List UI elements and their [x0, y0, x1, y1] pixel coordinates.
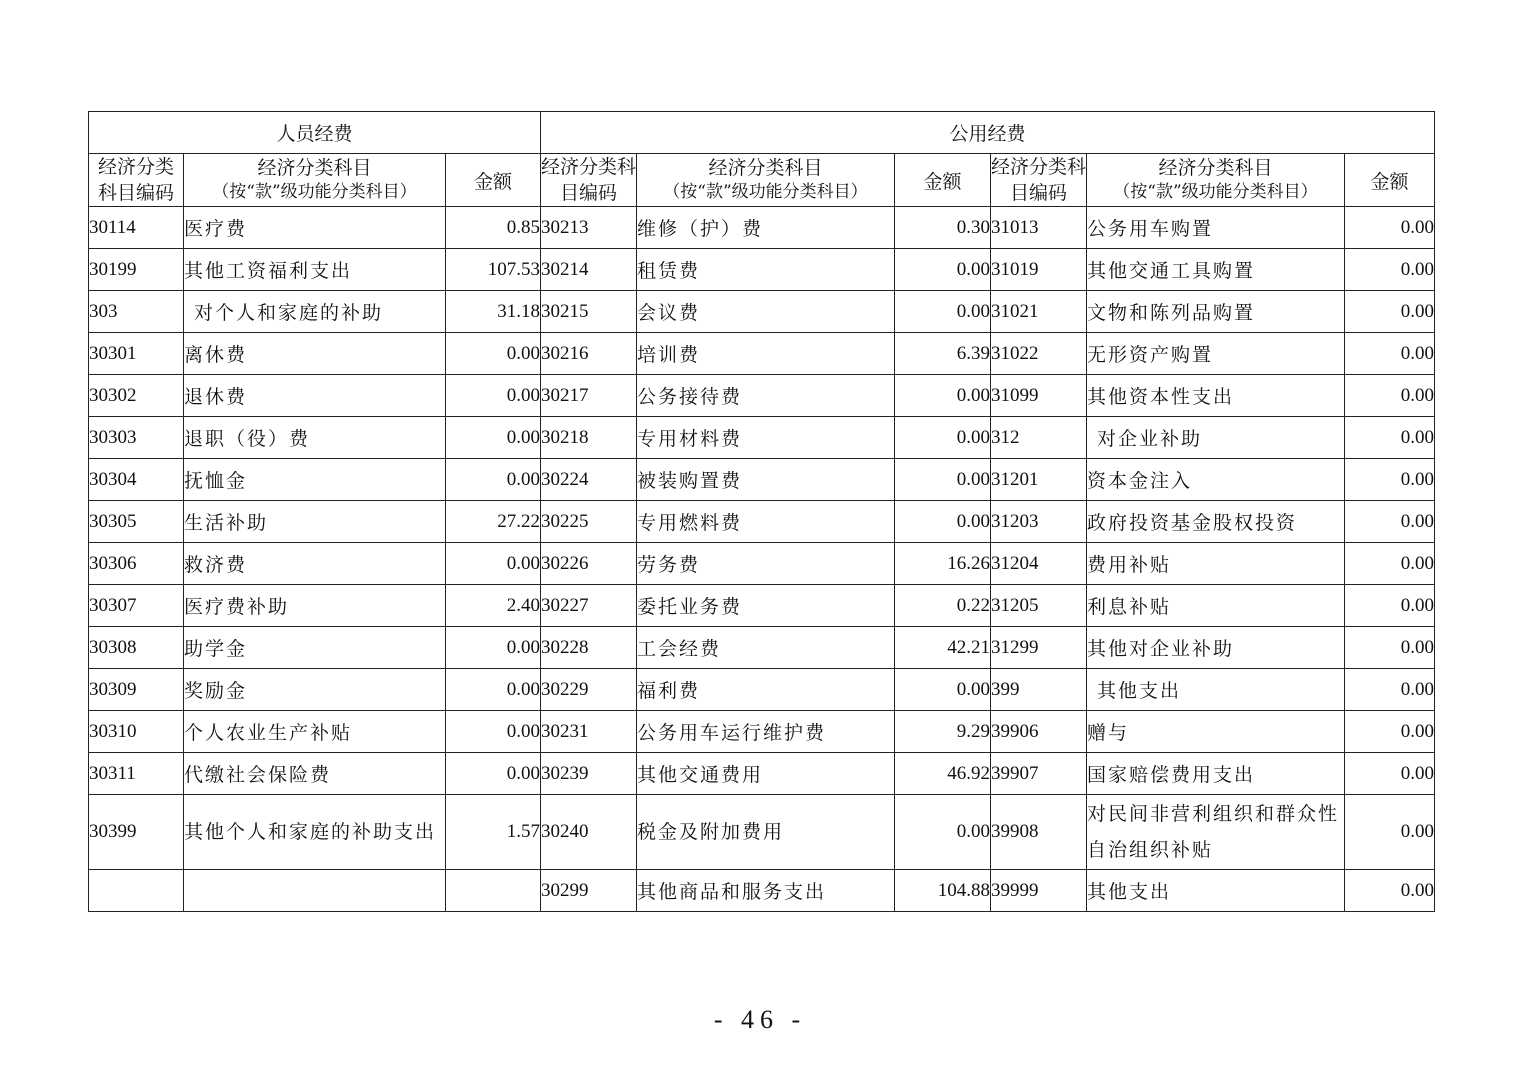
cell-code: 30310 [89, 711, 184, 753]
cell-name: 对企业补助 [1087, 417, 1345, 459]
cell-name: 劳务费 [637, 543, 895, 585]
cell-name: 会议费 [637, 291, 895, 333]
cell-amount: 0.00 [446, 627, 541, 669]
cell-name: 其他支出 [1087, 870, 1345, 912]
cell-amount: 0.00 [446, 333, 541, 375]
cell-name: 其他商品和服务支出 [637, 870, 895, 912]
cell-name: 助学金 [184, 627, 446, 669]
header-amount: 金额 [1345, 154, 1435, 207]
cell-name: 租赁费 [637, 249, 895, 291]
cell-name: 无形资产购置 [1087, 333, 1345, 375]
cell-code: 30240 [541, 795, 637, 870]
cell-code: 30227 [541, 585, 637, 627]
cell-name: 被装购置费 [637, 459, 895, 501]
cell-name: 公务用车运行维护费 [637, 711, 895, 753]
cell-amount: 0.00 [1345, 711, 1435, 753]
cell-code: 30308 [89, 627, 184, 669]
cell-code: 30228 [541, 627, 637, 669]
cell-code: 39906 [991, 711, 1087, 753]
cell-amount: 0.00 [1345, 291, 1435, 333]
cell-amount: 0.85 [446, 207, 541, 249]
cell-amount: 0.00 [895, 501, 991, 543]
cell-amount: 0.00 [895, 669, 991, 711]
cell-code: 30214 [541, 249, 637, 291]
cell-code: 30307 [89, 585, 184, 627]
cell-amount: 0.00 [895, 291, 991, 333]
cell-amount: 104.88 [895, 870, 991, 912]
cell-code: 31204 [991, 543, 1087, 585]
table-row [89, 207, 1435, 249]
cell-code: 30306 [89, 543, 184, 585]
cell-code: 30229 [541, 669, 637, 711]
cell-code: 30309 [89, 669, 184, 711]
cell-code: 30215 [541, 291, 637, 333]
header-code: 经济分类科目编码 [89, 154, 184, 207]
table-row [89, 753, 1435, 795]
cell-amount: 9.29 [895, 711, 991, 753]
cell-name: 其他对企业补助 [1087, 627, 1345, 669]
cell-name: 代缴社会保险费 [184, 753, 446, 795]
table-row [89, 627, 1435, 669]
table-row [89, 585, 1435, 627]
cell-amount: 42.21 [895, 627, 991, 669]
cell-name: 抚恤金 [184, 459, 446, 501]
cell-name: 政府投资基金股权投资 [1087, 501, 1345, 543]
header-name-sub: （按“款”级功能分类科目） [212, 182, 417, 202]
cell-name: 文物和陈列品购置 [1087, 291, 1345, 333]
cell-name: 利息补贴 [1087, 585, 1345, 627]
cell-amount: 2.40 [446, 585, 541, 627]
cell-amount: 0.00 [1345, 870, 1435, 912]
cell-amount: 0.00 [1345, 795, 1435, 870]
cell-name: 医疗费 [184, 207, 446, 249]
header-code: 经济分类科目编码 [991, 154, 1087, 207]
cell-code: 39908 [991, 795, 1087, 870]
cell-name: 其他交通费用 [637, 753, 895, 795]
cell-amount: 0.00 [1345, 459, 1435, 501]
cell-amount: 0.00 [1345, 543, 1435, 585]
table-row [89, 501, 1435, 543]
cell-amount: 0.00 [1345, 669, 1435, 711]
cell-name: 税金及附加费用 [637, 795, 895, 870]
cell-amount: 0.00 [1345, 333, 1435, 375]
header-name-main: 经济分类科目 [708, 157, 823, 179]
header-code: 经济分类科目编码 [541, 154, 637, 207]
cell-name: 国家赔偿费用支出 [1087, 753, 1345, 795]
cell-name: 福利费 [637, 669, 895, 711]
cell-name: 离休费 [184, 333, 446, 375]
cell-amount: 6.39 [895, 333, 991, 375]
cell-code: 30239 [541, 753, 637, 795]
header-name-main: 经济分类科目 [1158, 157, 1273, 179]
header-name-sub: （按“款”级功能分类科目） [1113, 182, 1318, 202]
cell-name: 退职（役）费 [184, 417, 446, 459]
cell-code [89, 870, 184, 912]
cell-name: 培训费 [637, 333, 895, 375]
cell-name: 公务用车购置 [1087, 207, 1345, 249]
cell-name [184, 870, 446, 912]
cell-name: 赠与 [1087, 711, 1345, 753]
table-row [89, 711, 1435, 753]
cell-code: 31205 [991, 585, 1087, 627]
cell-amount: 0.00 [895, 795, 991, 870]
cell-code: 30218 [541, 417, 637, 459]
cell-name: 对个人和家庭的补助 [184, 291, 446, 333]
cell-code: 30225 [541, 501, 637, 543]
cell-code: 31022 [991, 333, 1087, 375]
cell-name: 维修（护）费 [637, 207, 895, 249]
budget-sheet [88, 111, 1434, 912]
cell-name: 专用材料费 [637, 417, 895, 459]
table-row [89, 669, 1435, 711]
cell-code: 399 [991, 669, 1087, 711]
cell-amount: 0.00 [1345, 375, 1435, 417]
table-row [89, 249, 1435, 291]
cell-amount: 1.57 [446, 795, 541, 870]
cell-amount: 0.00 [1345, 585, 1435, 627]
section-public: 公用经费 [541, 112, 1435, 154]
cell-amount: 0.00 [895, 459, 991, 501]
cell-amount: 27.22 [446, 501, 541, 543]
cell-code: 31013 [991, 207, 1087, 249]
cell-code: 30399 [89, 795, 184, 870]
cell-name: 对民间非营利组织和群众性自治组织补贴 [1087, 795, 1345, 870]
cell-code: 39999 [991, 870, 1087, 912]
cell-name: 工会经费 [637, 627, 895, 669]
cell-amount: 46.92 [895, 753, 991, 795]
cell-amount: 0.00 [1345, 627, 1435, 669]
cell-code: 30305 [89, 501, 184, 543]
cell-name: 其他工资福利支出 [184, 249, 446, 291]
cell-code: 31099 [991, 375, 1087, 417]
cell-amount: 0.00 [895, 375, 991, 417]
cell-code: 30213 [541, 207, 637, 249]
cell-name: 专用燃料费 [637, 501, 895, 543]
cell-code: 312 [991, 417, 1087, 459]
cell-amount: 0.00 [446, 753, 541, 795]
cell-name: 其他支出 [1087, 669, 1345, 711]
cell-code: 30199 [89, 249, 184, 291]
header-name [1087, 154, 1345, 207]
cell-amount: 0.00 [1345, 501, 1435, 543]
header-name-main: 经济分类科目 [257, 157, 372, 179]
page-number: - 46 - [713, 1005, 807, 1034]
cell-amount: 0.00 [1345, 249, 1435, 291]
cell-code: 31201 [991, 459, 1087, 501]
cell-amount: 0.00 [1345, 753, 1435, 795]
cell-code: 30302 [89, 375, 184, 417]
cell-amount: 0.00 [446, 417, 541, 459]
budget-table [88, 111, 1435, 912]
table-row [89, 870, 1435, 912]
cell-code: 30303 [89, 417, 184, 459]
cell-code: 30231 [541, 711, 637, 753]
header-name [637, 154, 895, 207]
cell-amount: 31.18 [446, 291, 541, 333]
cell-amount: 0.00 [1345, 417, 1435, 459]
cell-amount: 0.00 [446, 543, 541, 585]
cell-code: 30217 [541, 375, 637, 417]
table-row [89, 333, 1435, 375]
cell-amount: 0.00 [446, 375, 541, 417]
section-personnel: 人员经费 [89, 112, 541, 154]
cell-amount: 0.00 [446, 459, 541, 501]
header-amount: 金额 [446, 154, 541, 207]
table-row [89, 375, 1435, 417]
cell-code: 30301 [89, 333, 184, 375]
cell-name: 其他交通工具购置 [1087, 249, 1345, 291]
cell-code: 30216 [541, 333, 637, 375]
cell-name: 医疗费补助 [184, 585, 446, 627]
cell-name: 公务接待费 [637, 375, 895, 417]
cell-code: 31299 [991, 627, 1087, 669]
cell-name: 奖励金 [184, 669, 446, 711]
table-row [89, 459, 1435, 501]
cell-name: 生活补助 [184, 501, 446, 543]
cell-code: 31203 [991, 501, 1087, 543]
table-row [89, 417, 1435, 459]
cell-amount: 0.00 [895, 417, 991, 459]
cell-code: 30114 [89, 207, 184, 249]
cell-amount: 0.22 [895, 585, 991, 627]
cell-amount: 16.26 [895, 543, 991, 585]
cell-name: 资本金注入 [1087, 459, 1345, 501]
cell-code: 31019 [991, 249, 1087, 291]
cell-name: 退休费 [184, 375, 446, 417]
cell-name: 救济费 [184, 543, 446, 585]
table-row [89, 543, 1435, 585]
cell-name: 其他个人和家庭的补助支出 [184, 795, 446, 870]
cell-amount: 0.00 [446, 711, 541, 753]
table-row [89, 795, 1435, 870]
cell-amount: 0.30 [895, 207, 991, 249]
cell-code: 39907 [991, 753, 1087, 795]
cell-code: 30299 [541, 870, 637, 912]
cell-code: 303 [89, 291, 184, 333]
header-name-sub: （按“款”级功能分类科目） [663, 182, 868, 202]
cell-amount: 0.00 [895, 249, 991, 291]
cell-amount: 0.00 [1345, 207, 1435, 249]
header-name [184, 154, 446, 207]
cell-name: 个人农业生产补贴 [184, 711, 446, 753]
header-amount: 金额 [895, 154, 991, 207]
table-row [89, 291, 1435, 333]
cell-code: 30304 [89, 459, 184, 501]
cell-code: 30311 [89, 753, 184, 795]
cell-amount: 0.00 [446, 669, 541, 711]
cell-code: 31021 [991, 291, 1087, 333]
cell-name: 其他资本性支出 [1087, 375, 1345, 417]
cell-code: 30226 [541, 543, 637, 585]
cell-amount [446, 870, 541, 912]
cell-amount: 107.53 [446, 249, 541, 291]
cell-name: 费用补贴 [1087, 543, 1345, 585]
cell-name: 委托业务费 [637, 585, 895, 627]
cell-code: 30224 [541, 459, 637, 501]
